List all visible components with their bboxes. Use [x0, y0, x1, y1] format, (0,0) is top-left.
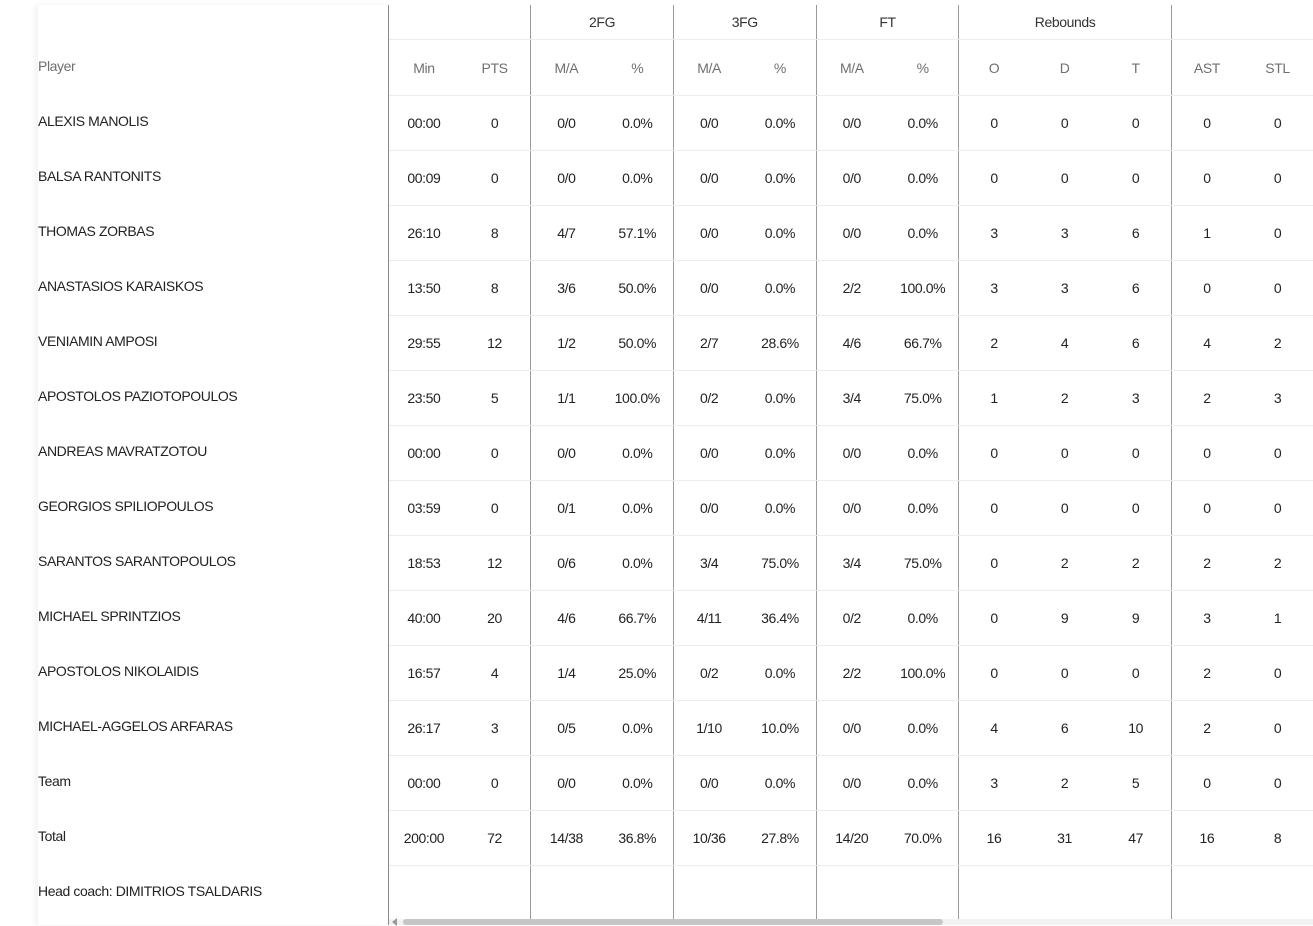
player-name: ANASTASIOS KARAISKOS: [38, 278, 204, 294]
player-name: MICHAEL-AGGELOS ARFARAS: [38, 718, 233, 734]
group-header-row: [389, 5, 1313, 40]
cell-stl: 1: [1242, 591, 1313, 646]
cell-o: 0: [959, 426, 1029, 481]
cell-fg2-pct: 0.0%: [602, 481, 674, 536]
empty-cell: [602, 866, 674, 920]
col-header-ast: AST: [1171, 40, 1242, 96]
cell-fg3-ma: 10/36: [673, 811, 744, 866]
cell-ft-pct: 0.0%: [887, 591, 959, 646]
cell-ft-pct: 75.0%: [887, 536, 959, 591]
empty-cell: [887, 866, 959, 920]
cell-ft-ma: 3/4: [816, 536, 887, 591]
cell-ft-pct: 0.0%: [887, 756, 959, 811]
cell-stl: 8: [1242, 811, 1313, 866]
cell-ast: 0: [1171, 261, 1242, 316]
cell-ft-ma: 0/0: [816, 701, 887, 756]
cell-t: 0: [1100, 96, 1171, 151]
table-row: [389, 96, 1313, 151]
cell-stl: 0: [1242, 206, 1313, 261]
cell-fg3-pct: 10.0%: [744, 701, 816, 756]
cell-fg2-ma: 0/5: [531, 701, 602, 756]
cell-pts: 0: [459, 151, 531, 206]
cell-stl: 0: [1242, 481, 1313, 536]
empty-cell: [1029, 866, 1101, 920]
col-header-reb-o: O: [959, 40, 1029, 96]
cell-ft-ma: 0/0: [816, 96, 887, 151]
cell-fg2-ma: 0/0: [531, 756, 602, 811]
col-header-pts: PTS: [459, 40, 531, 96]
empty-cell: [531, 866, 602, 920]
cell-fg3-ma: 0/0: [673, 96, 744, 151]
cell-pts: 12: [459, 316, 531, 371]
cell-o: 3: [959, 206, 1029, 261]
cell-o: 1: [959, 371, 1029, 426]
cell-min: 200:00: [389, 811, 459, 866]
cell-o: 16: [959, 811, 1029, 866]
cell-fg3-pct: 0.0%: [744, 756, 816, 811]
cell-ast: 2: [1171, 701, 1242, 756]
cell-stl: 0: [1242, 646, 1313, 701]
empty-cell: [459, 866, 531, 920]
empty-cell: [1242, 866, 1313, 920]
box-score-table: [389, 5, 1313, 919]
col-header-2fg-pct: %: [602, 40, 674, 96]
empty-cell: [389, 866, 459, 920]
cell-fg3-ma: 0/0: [673, 481, 744, 536]
col-header-2fg-ma: M/A: [531, 40, 602, 96]
cell-t: 0: [1100, 426, 1171, 481]
cell-fg2-pct: 0.0%: [602, 151, 674, 206]
cell-pts: 0: [459, 481, 531, 536]
group-header-misc: [1171, 5, 1313, 40]
cell-min: 00:00: [389, 426, 459, 481]
cell-fg2-ma: 4/7: [531, 206, 602, 261]
cell-fg3-ma: 0/2: [673, 371, 744, 426]
cell-o: 3: [959, 756, 1029, 811]
cell-min: 13:50: [389, 261, 459, 316]
player-name: Team: [38, 773, 71, 789]
cell-min: 16:57: [389, 646, 459, 701]
cell-fg3-ma: 3/4: [673, 536, 744, 591]
player-name: APOSTOLOS NIKOLAIDIS: [38, 663, 199, 679]
table-row: [389, 261, 1313, 316]
cell-fg3-pct: 0.0%: [744, 96, 816, 151]
cell-ft-ma: 0/2: [816, 591, 887, 646]
cell-pts: 12: [459, 536, 531, 591]
cell-min: 00:09: [389, 151, 459, 206]
cell-ast: 0: [1171, 96, 1242, 151]
player-name: BALSA RANTONITS: [38, 168, 161, 184]
cell-d: 6: [1029, 701, 1101, 756]
cell-ast: 1: [1171, 206, 1242, 261]
cell-stl: 0: [1242, 426, 1313, 481]
cell-o: 0: [959, 481, 1029, 536]
cell-o: 0: [959, 536, 1029, 591]
cell-o: 0: [959, 96, 1029, 151]
cell-d: 0: [1029, 426, 1101, 481]
cell-pts: 8: [459, 261, 531, 316]
cell-min: 03:59: [389, 481, 459, 536]
cell-d: 2: [1029, 536, 1101, 591]
cell-ft-pct: 0.0%: [887, 206, 959, 261]
group-header-ft: FT: [816, 5, 959, 40]
cell-ft-pct: 70.0%: [887, 811, 959, 866]
cell-fg2-pct: 0.0%: [602, 701, 674, 756]
table-row: [389, 426, 1313, 481]
table-row: [389, 206, 1313, 261]
cell-ft-ma: 3/4: [816, 371, 887, 426]
cell-fg2-ma: 1/1: [531, 371, 602, 426]
cell-fg2-pct: 66.7%: [602, 591, 674, 646]
cell-d: 0: [1029, 96, 1101, 151]
cell-fg2-pct: 50.0%: [602, 316, 674, 371]
cell-t: 6: [1100, 261, 1171, 316]
cell-stl: 0: [1242, 96, 1313, 151]
player-name: Total: [38, 828, 66, 844]
cell-min: 00:00: [389, 96, 459, 151]
cell-ast: 2: [1171, 536, 1242, 591]
empty-cell: [1171, 866, 1242, 920]
cell-t: 0: [1100, 151, 1171, 206]
cell-stl: 3: [1242, 371, 1313, 426]
col-header-min: Min: [389, 40, 459, 96]
cell-fg3-pct: 27.8%: [744, 811, 816, 866]
cell-fg2-pct: 0.0%: [602, 756, 674, 811]
cell-t: 2: [1100, 536, 1171, 591]
group-header-2fg: 2FG: [531, 5, 674, 40]
cell-ast: 3: [1171, 591, 1242, 646]
cell-fg2-ma: 0/0: [531, 426, 602, 481]
player-column: [38, 5, 389, 925]
horizontal-scrollbar[interactable]: [389, 919, 1313, 925]
cell-ast: 0: [1171, 481, 1242, 536]
cell-fg3-ma: 0/0: [673, 261, 744, 316]
table-row: [389, 536, 1313, 591]
scrollbar-thumb[interactable]: [403, 919, 943, 925]
cell-o: 2: [959, 316, 1029, 371]
table-row: [389, 756, 1313, 811]
cell-fg3-ma: 0/0: [673, 151, 744, 206]
group-header-basic: [389, 5, 531, 40]
cell-o: 0: [959, 591, 1029, 646]
cell-ft-ma: 4/6: [816, 316, 887, 371]
cell-t: 3: [1100, 371, 1171, 426]
cell-fg3-ma: 0/2: [673, 646, 744, 701]
cell-ft-ma: 0/0: [816, 481, 887, 536]
cell-d: 9: [1029, 591, 1101, 646]
cell-fg2-ma: 14/38: [531, 811, 602, 866]
cell-pts: 72: [459, 811, 531, 866]
cell-fg2-pct: 100.0%: [602, 371, 674, 426]
col-header-ft-ma: M/A: [816, 40, 887, 96]
player-name: ANDREAS MAVRATZOTOU: [38, 443, 207, 459]
empty-cell: [816, 866, 887, 920]
cell-o: 0: [959, 646, 1029, 701]
cell-o: 0: [959, 151, 1029, 206]
cell-pts: 20: [459, 591, 531, 646]
cell-ast: 16: [1171, 811, 1242, 866]
cell-min: 26:17: [389, 701, 459, 756]
empty-cell: [1100, 866, 1171, 920]
table-row: [389, 151, 1313, 206]
cell-ft-ma: 2/2: [816, 261, 887, 316]
cell-fg3-pct: 36.4%: [744, 591, 816, 646]
player-name: ALEXIS MANOLIS: [38, 113, 149, 129]
cell-fg3-ma: 2/7: [673, 316, 744, 371]
col-header-3fg-pct: %: [744, 40, 816, 96]
cell-d: 0: [1029, 481, 1101, 536]
cell-ast: 2: [1171, 371, 1242, 426]
group-header-3fg: 3FG: [673, 5, 816, 40]
cell-fg3-pct: 0.0%: [744, 206, 816, 261]
cell-ft-ma: 0/0: [816, 151, 887, 206]
table-row: [389, 316, 1313, 371]
cell-pts: 8: [459, 206, 531, 261]
cell-t: 0: [1100, 646, 1171, 701]
table-row: [389, 371, 1313, 426]
cell-ft-pct: 0.0%: [887, 426, 959, 481]
cell-ast: 0: [1171, 151, 1242, 206]
col-header-3fg-ma: M/A: [673, 40, 744, 96]
cell-stl: 0: [1242, 756, 1313, 811]
cell-fg2-pct: 57.1%: [602, 206, 674, 261]
cell-fg2-ma: 1/2: [531, 316, 602, 371]
cell-ft-ma: 0/0: [816, 756, 887, 811]
cell-pts: 0: [459, 426, 531, 481]
player-name: VENIAMIN AMPOSI: [38, 333, 158, 349]
cell-ft-ma: 0/0: [816, 206, 887, 261]
table-row: [389, 701, 1313, 756]
cell-ft-pct: 100.0%: [887, 646, 959, 701]
cell-t: 0: [1100, 481, 1171, 536]
cell-ft-pct: 0.0%: [887, 151, 959, 206]
player-name: THOMAS ZORBAS: [38, 223, 155, 239]
player-column-header: Player: [38, 58, 76, 74]
cell-pts: 4: [459, 646, 531, 701]
cell-fg3-pct: 0.0%: [744, 426, 816, 481]
cell-min: 18:53: [389, 536, 459, 591]
table-row: [389, 481, 1313, 536]
cell-fg2-ma: 0/6: [531, 536, 602, 591]
cell-stl: 0: [1242, 701, 1313, 756]
player-name: GEORGIOS SPILIOPOULOS: [38, 498, 214, 514]
cell-t: 10: [1100, 701, 1171, 756]
cell-fg2-ma: 3/6: [531, 261, 602, 316]
cell-pts: 0: [459, 756, 531, 811]
cell-ft-ma: 14/20: [816, 811, 887, 866]
cell-ft-pct: 100.0%: [887, 261, 959, 316]
coach-row-spacer: [389, 866, 1313, 920]
cell-ast: 4: [1171, 316, 1242, 371]
cell-ft-pct: 75.0%: [887, 371, 959, 426]
cell-fg2-pct: 36.8%: [602, 811, 674, 866]
cell-stl: 2: [1242, 316, 1313, 371]
cell-ast: 0: [1171, 756, 1242, 811]
cell-t: 47: [1100, 811, 1171, 866]
col-header-reb-t: T: [1100, 40, 1171, 96]
cell-fg2-ma: 1/4: [531, 646, 602, 701]
cell-fg3-ma: 0/0: [673, 426, 744, 481]
cell-min: 40:00: [389, 591, 459, 646]
col-header-reb-d: D: [1029, 40, 1101, 96]
cell-d: 4: [1029, 316, 1101, 371]
cell-fg2-ma: 0/0: [531, 151, 602, 206]
cell-ft-pct: 0.0%: [887, 701, 959, 756]
cell-o: 3: [959, 261, 1029, 316]
player-name: APOSTOLOS PAZIOTOPOULOS: [38, 388, 238, 404]
cell-min: 23:50: [389, 371, 459, 426]
cell-fg3-ma: 1/10: [673, 701, 744, 756]
cell-fg2-pct: 0.0%: [602, 96, 674, 151]
cell-fg2-pct: 50.0%: [602, 261, 674, 316]
head-coach-label: Head coach: DIMITRIOS TSALDARIS: [38, 883, 262, 899]
cell-d: 0: [1029, 646, 1101, 701]
col-header-ft-pct: %: [887, 40, 959, 96]
cell-ft-pct: 66.7%: [887, 316, 959, 371]
column-header-row: [389, 40, 1313, 96]
cell-t: 5: [1100, 756, 1171, 811]
cell-d: 3: [1029, 206, 1101, 261]
cell-ft-pct: 0.0%: [887, 481, 959, 536]
cell-t: 9: [1100, 591, 1171, 646]
group-header-rebounds: Rebounds: [959, 5, 1171, 40]
cell-fg2-ma: 0/0: [531, 96, 602, 151]
cell-d: 2: [1029, 756, 1101, 811]
player-name: MICHAEL SPRINTZIOS: [38, 608, 181, 624]
cell-min: 00:00: [389, 756, 459, 811]
cell-min: 29:55: [389, 316, 459, 371]
cell-ft-ma: 0/0: [816, 426, 887, 481]
cell-fg3-ma: 0/0: [673, 206, 744, 261]
cell-pts: 3: [459, 701, 531, 756]
cell-fg3-pct: 28.6%: [744, 316, 816, 371]
cell-d: 3: [1029, 261, 1101, 316]
cell-d: 0: [1029, 151, 1101, 206]
cell-ft-pct: 0.0%: [887, 96, 959, 151]
cell-stl: 0: [1242, 261, 1313, 316]
cell-fg2-pct: 0.0%: [602, 536, 674, 591]
cell-o: 4: [959, 701, 1029, 756]
cell-fg3-pct: 75.0%: [744, 536, 816, 591]
cell-fg3-pct: 0.0%: [744, 151, 816, 206]
page-margin: [0, 0, 38, 925]
cell-fg2-pct: 0.0%: [602, 426, 674, 481]
empty-cell: [673, 866, 744, 920]
cell-d: 2: [1029, 371, 1101, 426]
cell-fg2-pct: 25.0%: [602, 646, 674, 701]
cell-ast: 2: [1171, 646, 1242, 701]
cell-fg3-pct: 0.0%: [744, 481, 816, 536]
cell-t: 6: [1100, 206, 1171, 261]
cell-fg2-ma: 0/1: [531, 481, 602, 536]
cell-fg3-ma: 0/0: [673, 756, 744, 811]
cell-pts: 0: [459, 96, 531, 151]
empty-cell: [959, 866, 1029, 920]
cell-fg3-pct: 0.0%: [744, 646, 816, 701]
empty-cell: [744, 866, 816, 920]
cell-ft-ma: 2/2: [816, 646, 887, 701]
cell-d: 31: [1029, 811, 1101, 866]
cell-fg3-pct: 0.0%: [744, 261, 816, 316]
table-row: [389, 646, 1313, 701]
cell-ast: 0: [1171, 426, 1242, 481]
cell-pts: 5: [459, 371, 531, 426]
cell-fg2-ma: 4/6: [531, 591, 602, 646]
cell-t: 6: [1100, 316, 1171, 371]
cell-stl: 0: [1242, 151, 1313, 206]
cell-fg3-pct: 0.0%: [744, 371, 816, 426]
cell-stl: 2: [1242, 536, 1313, 591]
stats-table-scroll-area[interactable]: [389, 5, 1313, 919]
table-row: [389, 811, 1313, 866]
col-header-stl: STL: [1242, 40, 1313, 96]
player-name: SARANTOS SARANTOPOULOS: [38, 553, 236, 569]
cell-min: 26:10: [389, 206, 459, 261]
cell-fg3-ma: 4/11: [673, 591, 744, 646]
table-row: [389, 591, 1313, 646]
